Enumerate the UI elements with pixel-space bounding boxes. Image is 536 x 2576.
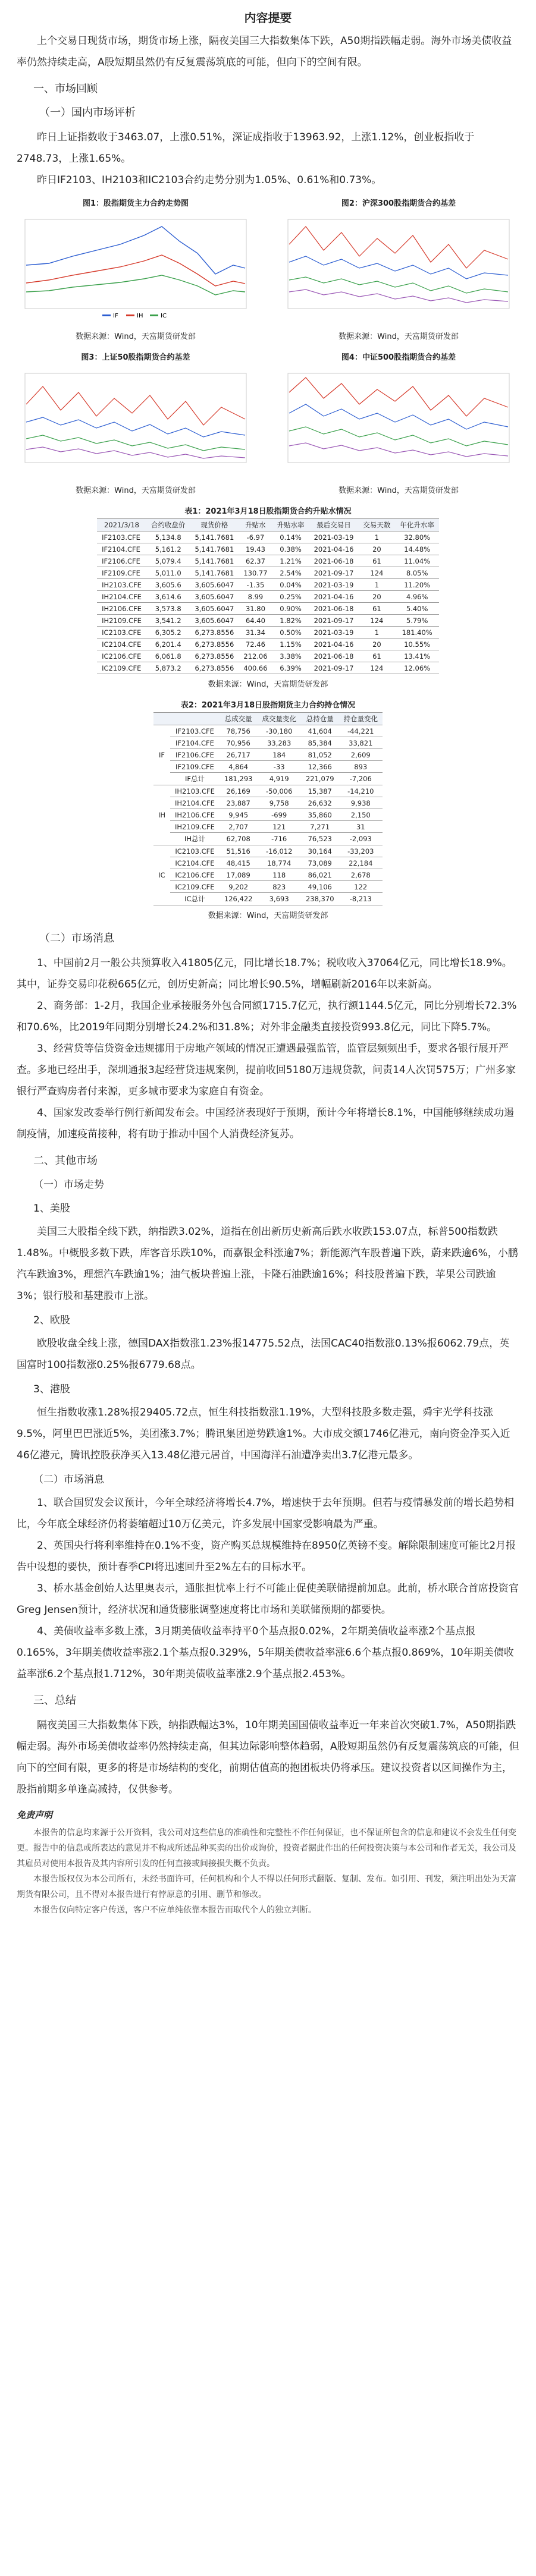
basis-line-b [289,404,508,429]
chart-main-contracts [13,209,258,328]
table-cell: 14.48% [395,543,439,555]
table-cell: IC2106.CFE [97,650,146,662]
table-cell: 5,161.2 [146,543,190,555]
table-cell: 2021-04-16 [309,543,359,555]
table-cell: 1 [358,579,395,591]
table-cell: 238,370 [301,893,339,905]
legend-ic-label: IC [161,313,167,319]
group-label-cell: IC [153,845,170,905]
table-cell: 3,605.6047 [190,591,239,603]
table-header-cell [153,713,170,725]
positions-table-head [153,713,383,725]
table-row [97,579,439,591]
disclaimer-paragraph-2: 本报告版权仅为本公司所有，未经书面许可，任何机构和个人不得以任何形式翻版、复制、发布。如引用、刊发，须注明出处为天富期货有限公司，且不得对本报告进行有悖原意的引用、删节和修改。 [17,1874,516,1899]
figure-title: 图3：上证50股指期货合约基差 [81,353,190,362]
disclaimer-title: 免责声明 [17,1810,53,1820]
table-cell: 31.80 [239,603,272,615]
table-row [153,773,383,785]
table-cell: -7,206 [339,773,383,785]
table-header-cell: 合约收盘价 [146,519,190,531]
basis-line-a [289,378,508,416]
hk-stocks-heading: 3、港股 [33,1383,70,1395]
table-cell: 51,516 [220,845,258,857]
table-cell: 5.79% [395,615,439,627]
table-cell: 2021-03-19 [309,579,359,591]
legend-ic-swatch [150,314,158,316]
other-news-heading: （二）市场消息 [33,1474,104,1486]
figure-source: 数据来源：Wind，天富期货研发部 [338,332,459,341]
table-row [97,543,439,555]
table-cell: 20 [358,543,395,555]
table-cell: 9,938 [339,797,383,809]
table-cell: 3,605.6047 [190,615,239,627]
table-cell: 81,052 [301,749,339,761]
table-cell: IC2106.CFE [170,869,220,881]
table-row [153,821,383,833]
table-cell: 9,202 [220,881,258,893]
table-cell: 22,184 [339,857,383,869]
table-row [97,591,439,603]
table-cell: 6,305.2 [146,627,190,639]
market-trend-heading: （一）市场走势 [33,1179,104,1191]
table-cell: 3,541.2 [146,615,190,627]
table-cell: 8.05% [395,567,439,579]
basis-line-c [289,427,508,446]
table-cell: 2,609 [339,749,383,761]
table-cell: 20 [358,639,395,650]
table-cell: 181,293 [220,773,258,785]
table-cell: 3,693 [257,893,301,905]
plot-border [25,373,246,463]
table-cell: 5,141.7681 [190,531,239,543]
table1-title: 表1：2021年3月18日股指期货合约升贴水情况 [184,507,352,516]
table-row [153,749,383,761]
table-cell: -33 [257,761,301,773]
table-header-cell: 升贴水 [239,519,272,531]
table-cell: IC总计 [170,893,220,905]
table-cell: 62.37 [239,555,272,567]
table-cell: IH2106.CFE [97,603,146,615]
table-header-cell: 最后交易日 [309,519,359,531]
legend-if-label: IF [113,313,118,319]
plot-border [288,373,509,463]
table-cell: 1.15% [272,639,309,650]
section-market-review-heading: 一、市场回顾 [33,83,98,95]
figure-1 [13,197,258,341]
table-cell: 2021-09-17 [309,567,359,579]
table-cell: IF2104.CFE [170,737,220,749]
table-cell: IC2109.CFE [170,881,220,893]
table-row [153,845,383,857]
table-cell: 10.55% [395,639,439,650]
table-cell: 2021-09-17 [309,662,359,674]
table-cell: 70,956 [220,737,258,749]
table-cell: IF2106.CFE [97,555,146,567]
us-stocks-heading: 1、美股 [33,1203,70,1215]
table-cell: -6.97 [239,531,272,543]
table-cell: IH2109.CFE [97,615,146,627]
table-row [153,833,383,845]
table-cell: 78,756 [220,725,258,737]
table-cell: -8,213 [339,893,383,905]
table-cell: 124 [358,662,395,674]
table-header-cell: 交易天数 [358,519,395,531]
disclaimer-paragraph-3: 本报告仅向特定客户传送，客户不应单纯依靠本报告而取代个人的独立判断。 [33,1905,316,1915]
positions-table [153,712,383,905]
table-cell: 0.25% [272,591,309,603]
table-cell: -50,006 [257,785,301,797]
table-cell: 15,387 [301,785,339,797]
table-cell: 2.54% [272,567,309,579]
table-cell: 130.77 [239,567,272,579]
table-cell: IC2104.CFE [170,857,220,869]
table-row [153,761,383,773]
table-cell: 2021-03-19 [309,531,359,543]
table-cell: 33,821 [339,737,383,749]
table-cell: 2,150 [339,809,383,821]
table-cell: 33,283 [257,737,301,749]
disclaimer [17,1807,519,1918]
table-cell: 61 [358,650,395,662]
table-cell: 26,632 [301,797,339,809]
table-cell: 212.06 [239,650,272,662]
figure-title: 图4：中证500股指期货合约基差 [341,353,456,362]
table-header-cell: 升贴水率 [272,519,309,531]
other-news-item-2: 2、英国央行将利率维持在0.1%不变，资产购买总规模维持在8950亿英镑不变。解除限制速度可能比2月报告中设想的要快，预计春季CPI将迅速回升至2%左右的目标水平。 [17,1540,516,1573]
table-cell: IC2103.CFE [170,845,220,857]
basis-line-d [289,290,508,303]
domestic-market-heading: （一）国内市场评析 [39,106,136,119]
table-cell: 126,422 [220,893,258,905]
table-cell: 17,089 [220,869,258,881]
table-cell: IH2103.CFE [170,785,220,797]
plot-border [25,219,246,309]
table-row [153,737,383,749]
table-cell: 11.20% [395,579,439,591]
table-cell: -44,221 [339,725,383,737]
table-row [97,555,439,567]
table-cell: 11.04% [395,555,439,567]
table-cell: -33,203 [339,845,383,857]
basis-table [97,518,439,674]
table-row [97,531,439,543]
figure-source: 数据来源：Wind，天富期货研发部 [76,332,196,341]
table-row [153,869,383,881]
table-cell: 0.38% [272,543,309,555]
table-cell: 61 [358,603,395,615]
table-cell: 221,079 [301,773,339,785]
table-cell: 9,758 [257,797,301,809]
other-news-item-1: 1、联合国贸发会议预计，今年全球经济将增长4.7%，增速快于去年预期。但若与疫情暴发前的增长趋势相比，今年底全球经济仍将萎缩超过10万亿美元，许多发展中国家受影响最为严重。 [17,1497,515,1530]
table-cell: IC2103.CFE [97,627,146,639]
table-cell: 49,106 [301,881,339,893]
table-cell: 18,774 [257,857,301,869]
table-row [97,567,439,579]
table-cell: IH2109.CFE [170,821,220,833]
basis-table-body [97,531,439,674]
table-cell: 4,919 [257,773,301,785]
figure-3 [13,351,258,495]
table-cell: -716 [257,833,301,845]
table-cell: 30,164 [301,845,339,857]
basis-line-b [26,417,245,437]
basis-line-c [289,277,508,293]
table-cell: 118 [257,869,301,881]
table-cell: 1 [358,531,395,543]
table-cell: 6,273.8556 [190,639,239,650]
table-cell: -1.35 [239,579,272,591]
table-cell: 0.14% [272,531,309,543]
table-header-cell: 成交量变化 [257,713,301,725]
table-cell: 4.96% [395,591,439,603]
table-header-cell: 总持仓量 [301,713,339,725]
table-cell: 124 [358,567,395,579]
table-cell: 5,873.2 [146,662,190,674]
table-cell: -2,093 [339,833,383,845]
table1-source: 数据来源：Wind，天富期货研发部 [208,680,328,689]
table-cell: 85,384 [301,737,339,749]
table-cell: 0.04% [272,579,309,591]
figure-grid [13,197,523,495]
table-cell: 13.41% [395,650,439,662]
table-cell: 9,945 [220,809,258,821]
table2-source: 数据来源：Wind，天富期货研发部 [208,911,328,920]
table-cell: -699 [257,809,301,821]
table-cell: -16,012 [257,845,301,857]
table-cell: 3,605.6047 [190,579,239,591]
other-news-item-3: 3、桥水基金创始人达里奥表示，通胀担忧率上行不可能止促使美联储提前加息。此前，桥水联合首席投资官Greg Jensen预计，经济状况和通货膨胀调整速度将比市场和美联储预期的都要快。 [17,1583,519,1616]
table-cell: 19.43 [239,543,272,555]
table-cell: IH2103.CFE [97,579,146,591]
table-row [97,603,439,615]
table-cell: 3,605.6 [146,579,190,591]
table-cell: IC2104.CFE [97,639,146,650]
table-cell: 2021-06-18 [309,603,359,615]
figure-title: 图2：沪深300股指期货合约基差 [341,199,456,208]
basis-table-head [97,519,439,531]
table-row [153,797,383,809]
chart-ic-basis [276,363,521,482]
chart-if-basis [276,209,521,328]
domestic-index-paragraph: 昨日上证指数收于3463.07，上涨0.51%，深证成指收于13963.92，上涨1.12%，创业板指收于2748.73，上涨1.65%。 [17,131,475,165]
table-cell: 8.99 [239,591,272,603]
table-header-cell [170,713,220,725]
series-if-line [26,227,245,274]
summary-paragraph: 上个交易日现货市场，期货市场上涨，隔夜美国三大指数集体下跌，A50期指跌幅走弱。海外市场美债收益率仍然持续走高，A股短期虽然仍有反复震荡筑底的可能，但向下的空间有限。 [17,35,512,68]
legend-if-swatch [102,314,111,316]
page-title: 内容提要 [244,11,292,25]
table-cell: IF2109.CFE [170,761,220,773]
table-cell: 184 [257,749,301,761]
table-cell: 6,273.8556 [190,627,239,639]
news-item-3: 3、经营贷等信贷资金违规挪用于房地产领域的情况正遭遇最强监管，监管层频频出手，要求各银行展开严查。多地已经出手，深圳通报3起经营贷违规案例，提前收回5180万违规贷款，问责14人次罚575万；广州多家银行严查购房者付来源，更多城市要求为家庭自有资金。 [17,1043,516,1097]
table-cell: 41,604 [301,725,339,737]
table-cell: IF2104.CFE [97,543,146,555]
positions-table-body [153,725,383,905]
table-cell: 5,079.4 [146,555,190,567]
table-row [153,785,383,797]
table-header-cell: 总成交量 [220,713,258,725]
table-cell: IF2109.CFE [97,567,146,579]
group-label-cell: IH [153,785,170,845]
table-row [153,881,383,893]
table-cell: 3,605.6047 [190,603,239,615]
table-cell: 0.90% [272,603,309,615]
figure-2 [276,197,521,341]
table-cell: 6,273.8556 [190,650,239,662]
table-cell: 6,061.8 [146,650,190,662]
table-row [153,725,383,737]
table-cell: 181.40% [395,627,439,639]
table-cell: 6,273.8556 [190,662,239,674]
table-row [153,893,383,905]
basis-line-d [289,443,508,457]
basis-line-c [26,435,245,451]
table-row [97,662,439,674]
table-cell: -30,180 [257,725,301,737]
table-cell: 5,134.8 [146,531,190,543]
table-header-cell: 现货价格 [190,519,239,531]
table-cell: 2021-04-16 [309,639,359,650]
table-cell: 12,366 [301,761,339,773]
disclaimer-paragraph-1: 本报告的信息均来源于公开资料，我公司对这些信息的准确性和完整性不作任何保证，也不保证所包含的信息和建议不会发生任何变更。报告中的信息或所表达的意见并不构成所述品种买卖的出价或询价，投资者据此作出的任何投资决策与本公司和作者无关，我公司及其雇员对使用本报告及其内容所引发的任何直接或间接损失概不负责。 [17,1828,516,1869]
eu-stocks-heading: 2、欧股 [33,1314,70,1326]
market-news-heading: （二）市场消息 [39,932,114,945]
chart-ih-basis [13,363,258,482]
legend-ih-swatch [126,314,134,316]
table-cell: 64.40 [239,615,272,627]
other-news-item-4: 4、美债收益率多数上涨，3月期美债收益率持平0个基点报0.02%，2年期美债收益率涨2个基点报0.165%，3年期美债收益率涨2.1个基点报0.329%，5年期美债收益率涨6.6个基点报0.869%，10年期美债收益率涨6.2个基点报1.712%，30年期美债收益率涨2.9个基点报2.453%。 [17,1625,514,1680]
table-cell: 121 [257,821,301,833]
table-cell: IF2103.CFE [97,531,146,543]
other-markets-heading: 二、其他市场 [33,1155,98,1167]
table-cell: 4,864 [220,761,258,773]
table-row [97,627,439,639]
table-cell: IF总计 [170,773,220,785]
table-cell: IC2109.CFE [97,662,146,674]
basis-line-a [289,227,508,268]
figure-source: 数据来源：Wind，天富期货研发部 [338,486,459,495]
table-cell: 7,271 [301,821,339,833]
table-cell: 6.39% [272,662,309,674]
table-cell: 61 [358,555,395,567]
table-cell: 1 [358,627,395,639]
table-cell: 26,169 [220,785,258,797]
table-cell: 62,708 [220,833,258,845]
table-cell: 2,707 [220,821,258,833]
figure-source: 数据来源：Wind，天富期货研发部 [76,486,196,495]
table-cell: IF2106.CFE [170,749,220,761]
table-cell: 5,141.7681 [190,543,239,555]
news-item-4: 4、国家发改委举行例行新闻发布会。中国经济表现好于预期，预计今年将增长8.1%，中国能够继续成功遏制疫情，加速疫苗接种，将有助于推动中国个人消费经济复苏。 [17,1107,515,1140]
basis-line-a [26,386,245,425]
table-cell: 20 [358,591,395,603]
table-cell: 31.34 [239,627,272,639]
table-cell: 3.38% [272,650,309,662]
conclusion-heading: 三、总结 [33,1694,76,1707]
table-cell: 76,523 [301,833,339,845]
table-cell: 0.50% [272,627,309,639]
table-header-cell: 年化升水率 [395,519,439,531]
table-cell: 12.06% [395,662,439,674]
news-item-1: 1、中国前2月一般公共预算收入41805亿元，同比增长18.7%；税收收入37064亿元，同比增长18.9%。其中，证券交易印花税665亿元，创历史新高；同比增长90.5%，增幅刷新2016年以来新高。 [17,957,512,990]
table-cell: 823 [257,881,301,893]
table-cell: IH2104.CFE [97,591,146,603]
us-stocks-paragraph: 美国三大股指全线下跌，纳指跌3.02%，道指在创出新历史新高后跌水收跌153.07点，标普500指数跌1.48%。中概股多数下跌，库客音乐跌10%，而嘉银金科涨逾7%；新能源汽车股普遍下跌，蔚来跌逾6%，小鹏汽车跌逾3%，理想汽车跌逾1%；油气板块普遍上涨，卡隆石油跌逾16%；科技股普遍下跌，苹果公司跌逾3%；银行股和基建股市上涨。 [17,1226,518,1302]
table-cell: 2021-06-18 [309,555,359,567]
table-cell: 6,201.4 [146,639,190,650]
table-cell: 3,573.8 [146,603,190,615]
table-cell: -14,210 [339,785,383,797]
table-cell: 122 [339,881,383,893]
table-cell: 5,011.0 [146,567,190,579]
table-cell: 26,717 [220,749,258,761]
table-cell: IF2103.CFE [170,725,220,737]
table-row [153,809,383,821]
table2-title: 表2：2021年3月18日股指期货主力合约持仓情况 [180,701,356,710]
table-cell: 893 [339,761,383,773]
table-row [97,639,439,650]
table-header-cell: 2021/3/18 [97,519,146,531]
table-row [97,615,439,627]
table-cell: 23,887 [220,797,258,809]
table-header-cell: 持仓量变化 [339,713,383,725]
table-cell: 32.80% [395,531,439,543]
table-cell: 400.66 [239,662,272,674]
table-cell: 1.82% [272,615,309,627]
figure-4 [276,351,521,495]
table-cell: 5,141.7681 [190,567,239,579]
table-cell: 73,089 [301,857,339,869]
table-cell: 72.46 [239,639,272,650]
table-cell: 2021-04-16 [309,591,359,603]
table-cell: 1.21% [272,555,309,567]
table-row [97,650,439,662]
table-cell: 31 [339,821,383,833]
news-item-2: 2、商务部：1-2月，我国企业承接服务外包合同额1715.7亿元，执行额1144.5亿元，同比分别增长72.3%和70.6%，比2019年同期分别增长24.2%和31.8%；对外非金融类直接投资993.8亿元，同比下降5.7%。 [17,1000,517,1033]
table-cell: 2021-06-18 [309,650,359,662]
futures-contracts-paragraph: 昨日IF2103、IH2103和IC2103合约走势分别为1.05%、0.61%和0.73%。 [37,174,382,186]
table-cell: 5,141.7681 [190,555,239,567]
table-row [153,857,383,869]
table-cell: IH2106.CFE [170,809,220,821]
hk-stocks-paragraph: 恒生指数收涨1.28%报29405.72点，恒生科技指数涨1.19%，大型科技股多数走强，舜宇光学科技涨9.5%，阿里巴巴涨近5%，美团涨3.7%；腾讯集团逆势跌逾1%。大市成交额1746亿港元，南向资金净买入近46亿港元，腾讯控股获净买入13.48亿港元居首，中国海洋石油遭净卖出3.7亿港元最多。 [17,1407,510,1461]
table-cell: 5.40% [395,603,439,615]
figure-title: 图1：股指期货主力合约走势图 [82,199,189,208]
table-cell: 86,021 [301,869,339,881]
table-cell: 124 [358,615,395,627]
legend-ih-label: IH [137,313,143,319]
table-cell: 2021-09-17 [309,615,359,627]
eu-stocks-paragraph: 欧股收盘全线上涨，德国DAX指数涨1.23%报14775.52点，法国CAC40指数涨0.13%报6062.79点，英国富时100指数涨0.25%报6779.68点。 [17,1338,510,1371]
table-cell: IH2104.CFE [170,797,220,809]
table-cell: 35,860 [301,809,339,821]
table-cell: IH总计 [170,833,220,845]
table-cell: 2,678 [339,869,383,881]
conclusion-paragraph: 隔夜美国三大指数集体下跌，纳指跌幅达3%，10年期美国国债收益率近一年来首次突破1.7%，A50期指跌幅走弱。海外市场美债收益率仍然持续走高，但其边际影响整体趋弱，A股短期虽然仍有反复震荡筑底的可能，但向下的空间有限，更多的将是市场结构的变化，前期估值高的抱团板块仍将承压。建议投资者以区间操作为主，股指前期多单逢高减持，仅供参考。 [17,1719,519,1795]
table-cell: 2021-03-19 [309,627,359,639]
table-cell: 3,614.6 [146,591,190,603]
group-label-cell: IF [153,725,170,785]
table-cell: 48,415 [220,857,258,869]
